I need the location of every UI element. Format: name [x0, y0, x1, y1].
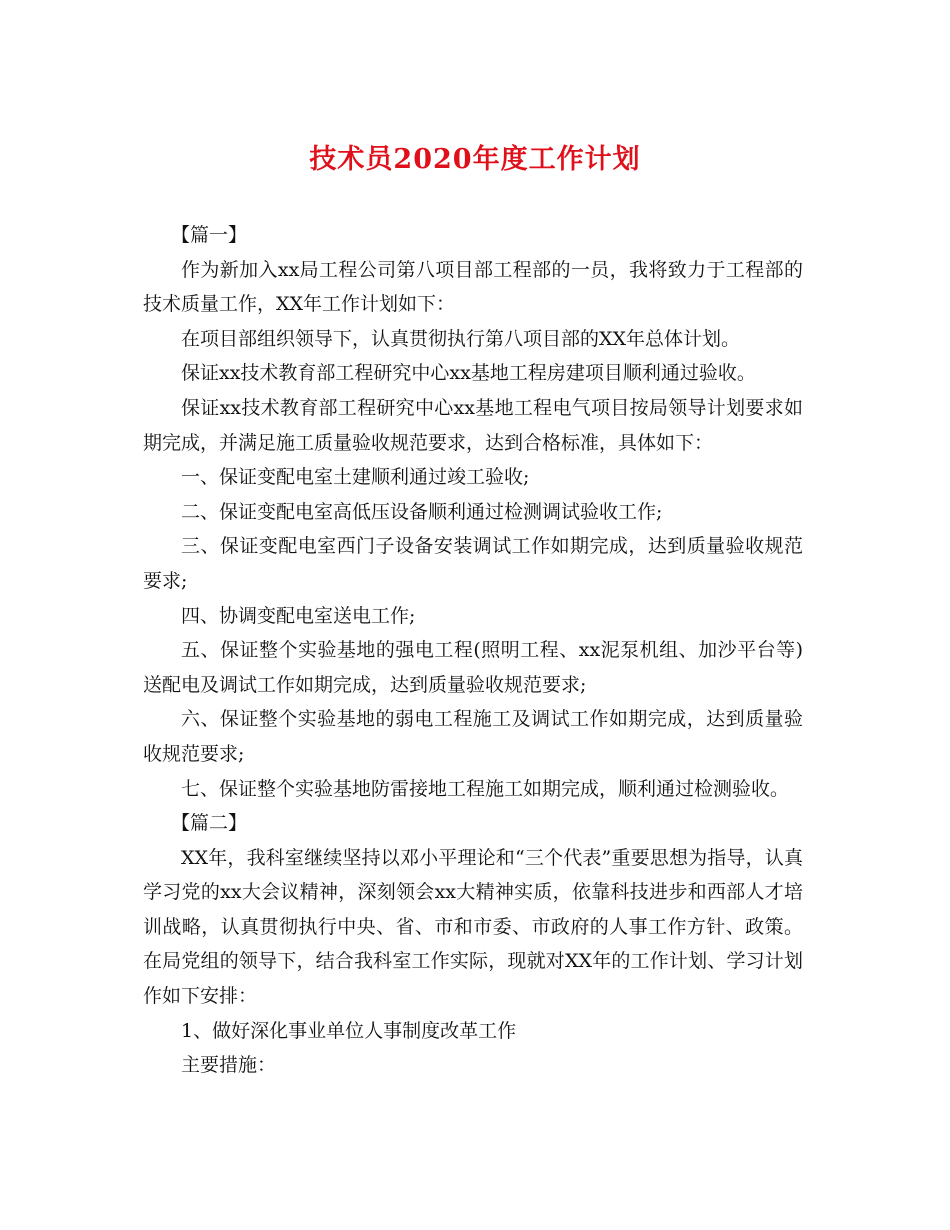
paragraph: 主要措施：	[181, 1054, 277, 1077]
list-item: 七、保证整个实验基地防雷接地工程施工如期完成，顺利通过检测验收。	[181, 777, 790, 800]
document-body	[143, 218, 803, 1083]
paragraph: 保证xx技术教育部工程研究中心xx基地工程房建项目顺利通过验收。	[181, 362, 756, 385]
document-title: 技术员2020年度工作计划	[309, 144, 641, 175]
list-item: 一、保证变配电室土建顺利通过竣工验收;	[181, 466, 530, 489]
section-heading-2: 【篇二】	[171, 812, 248, 835]
list-item: 六、保证整个实验基地的弱电工程施工及调试工作如期完成，达到质量验收规范要求;	[143, 708, 803, 765]
paragraph: 保证xx技术教育部工程研究中心xx基地工程电气项目按局领导计划要求如期完成，并满足施工质量验收规范要求，达到合格标准，具体如下：	[143, 396, 803, 454]
list-item: 二、保证变配电室高低压设备顺利通过检测调试验收工作;	[181, 500, 663, 523]
paragraph: 1、做好深化事业单位人事制度改革工作	[181, 1019, 517, 1042]
paragraph: 在项目部组织领导下，认真贯彻执行第八项目部的XX年总体计划。	[181, 327, 741, 350]
paragraph: XX年，我科室继续坚持以邓小平理论和“三个代表”重要思想为指导，认真学习党的xx大会议精神，深刻领会xx大精神实质，依靠科技进步和西部人才培训战略，认真贯彻执行中央、省、市和市委、市政府的人事工作方针、政策。在局党组的领导下，结合我科室工作实际，现就对XX年的工作计划、学习计划作如下安排：	[143, 846, 803, 1008]
list-item: 五、保证整个实验基地的强电工程(照明工程、xx泥泵机组、加沙平台等)送配电及调试工作如期完成，达到质量验收规范要求;	[143, 639, 803, 696]
paragraph: 作为新加入xx局工程公司第八项目部工程部的一员，我将致力于工程部的技术质量工作，XX年工作计划如下：	[143, 258, 803, 316]
list-item: 三、保证变配电室西门子设备安装调试工作如期完成，达到质量验收规范要求;	[143, 535, 803, 592]
list-item: 四、协调变配电室送电工作;	[181, 604, 416, 627]
section-heading-1: 【篇一】	[171, 224, 248, 246]
